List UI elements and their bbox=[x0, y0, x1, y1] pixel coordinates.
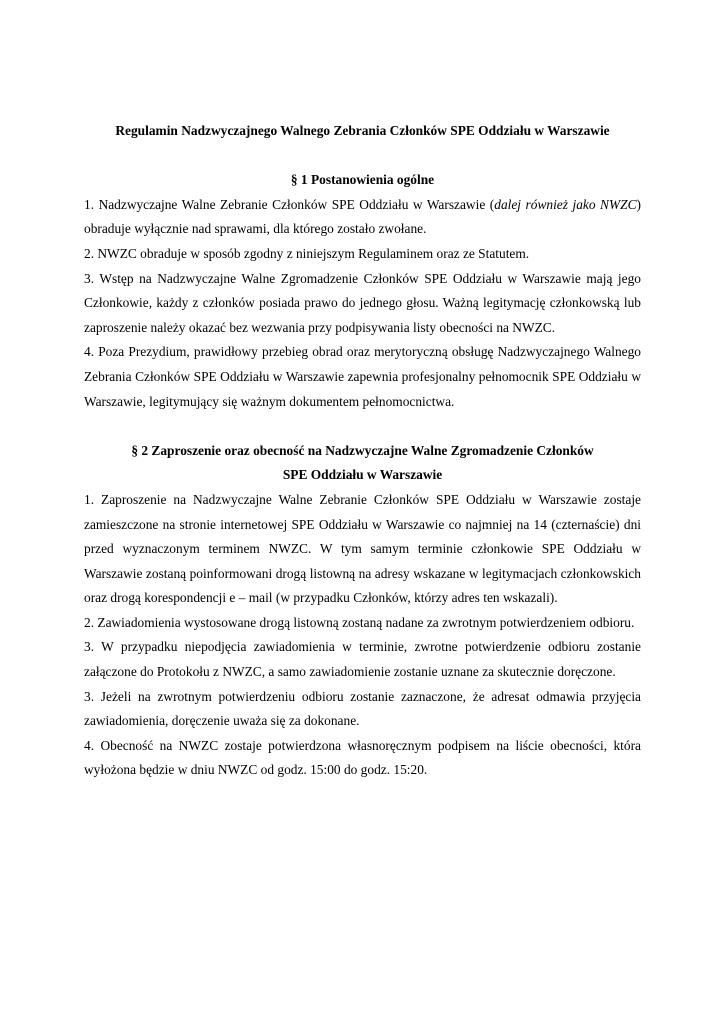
section-2-paragraph-2: 2. Zawiadomienia wystosowane drogą listowną zostaną nadane za zwrotnym potwierdzeniem odbioru. bbox=[84, 614, 635, 630]
section-1-paragraph-3: 3. Wstęp na Nadzwyczajne Walne Zgromadzenie Członków SPE Oddziału w Warszawie mają jego Członkowie, każdy z członków posiada prawo do jednego głosu. Ważną legitymację członkowską lub zaproszenie należy okazać bez wezwania przy podpisywania listy obecności na NWZC. bbox=[84, 270, 641, 335]
paragraph-italic-text: dalej również jako NWZC bbox=[494, 196, 637, 212]
section-1-paragraph-2: 2. NWZC obraduje w sposób zgodny z niniejszym Regulaminem oraz ze Statutem. bbox=[84, 245, 530, 261]
section-2-paragraph-3b: 3. Jeżeli na zwrotnym potwierdzeniu odbioru zostanie zaznaczone, że adresat odmawia przyjęcia zawiadomienia, doręczenie uważa się za dokonane. bbox=[84, 688, 641, 729]
section-2-paragraph-4: 4. Obecność na NWZC zostaje potwierdzona własnoręcznym podpisem na liście obecności, która wyłożona będzie w dniu NWZC od godz. 15:00 do godz. 15:20. bbox=[84, 737, 641, 778]
spacer bbox=[84, 414, 641, 439]
paragraph-text: 1. Nadzwyczajne Walne Zebranie Członków SPE Oddziału w Warszawie ( bbox=[84, 196, 495, 212]
spacer bbox=[84, 144, 641, 169]
section-2-heading-line-1: § 2 Zaproszenie oraz obecność na Nadzwyczajne Walne Zgromadzenie Członków bbox=[131, 442, 594, 458]
section-1-paragraph-4: 4. Poza Prezydium, prawidłowy przebieg obrad oraz merytoryczną obsługę Nadzwyczajnego Walnego Zebrania Członków SPE Oddziału w Warszawie zapewnia profesjonalny pełnomocnik SPE Oddziału w Warszawie, legitymujący się ważnym dokumentem pełnomocnictwa. bbox=[84, 344, 641, 409]
section-2-paragraph-3: 3. W przypadku niepodjęcia zawiadomienia w terminie, zwrotne potwierdzenie odbioru zostanie załączone do Protokołu z NWZC, a samo zawiadomienie zostanie uznane za skutecznie doręczone. bbox=[84, 639, 641, 680]
paragraph-text: ) obraduje wyłącznie nad sprawami, dla którego zostało zwołane. bbox=[84, 196, 641, 237]
section-2-paragraph-1: 1. Zaproszenie na Nadzwyczajne Walne Zebranie Członków SPE Oddziału w Warszawie zostaje zamieszczone na stronie internetowej SPE Oddziału w Warszawie co najmniej na 14 (czternaście) dni przed wyznaczonym terminem NWZC. W tym samym terminie członkowie SPE Oddziału w Warszawie zostaną poinformowani drogą listowną na adresy wskazane w legitymacjach członkowskich oraz drogą korespondencji e – mail (w przypadku Członków, którzy adres ten wskazali). bbox=[84, 491, 641, 606]
document-title: Regulamin Nadzwyczajnego Walnego Zebrania Członków SPE Oddziału w Warszawie bbox=[115, 123, 610, 138]
document-page bbox=[84, 119, 641, 783]
section-2-heading-line-2: SPE Oddziału w Warszawie bbox=[282, 467, 443, 483]
section-1-paragraph-1 bbox=[84, 193, 641, 242]
section-1-heading: § 1 Postanowienia ogólne bbox=[290, 172, 435, 188]
